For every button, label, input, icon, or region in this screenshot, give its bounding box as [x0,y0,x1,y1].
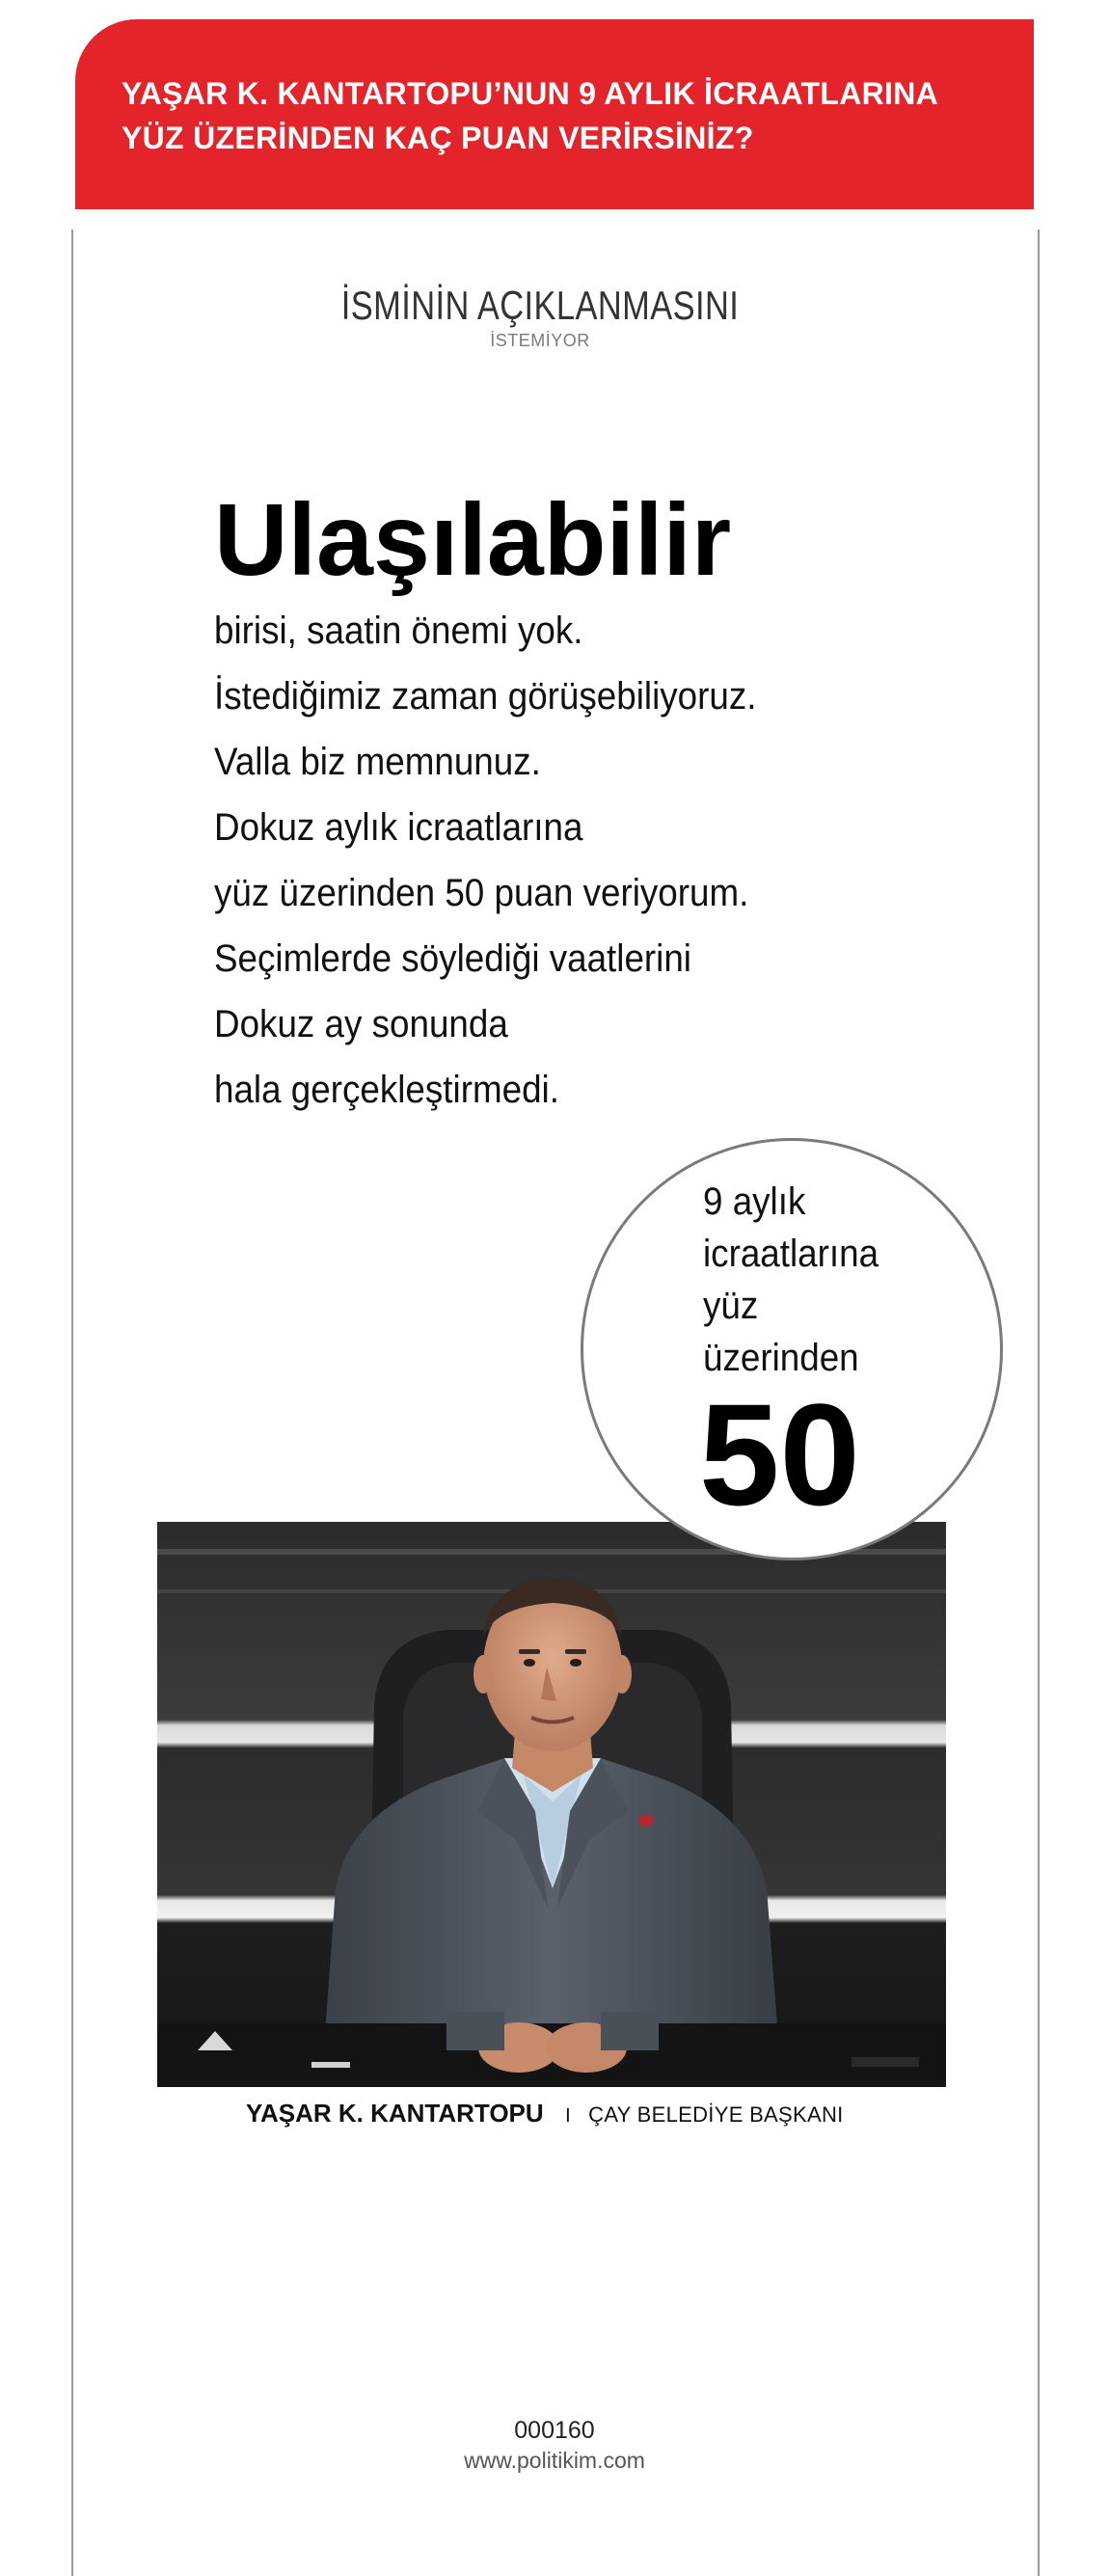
score-label-line: yüz [703,1285,759,1327]
quote-line: hala gerçekleştirmedi. [214,1069,559,1111]
quote-line: yüz üzerinden 50 puan veriyorum. [214,872,749,914]
score-label-line: üzerinden [703,1337,859,1379]
quote-line: Seçimlerde söylediği vaatlerini [214,937,691,980]
score-badge [581,1138,1003,1560]
quote-body [214,598,803,1123]
score-label-line: icraatlarına [703,1233,879,1275]
footer [362,2415,747,2475]
respondent-block [289,282,791,351]
quote-line: birisi, saatin önemi yok. [214,610,583,652]
header-banner [75,19,1034,209]
footer-code: 000160 [514,2417,595,2444]
caption-title: ÇAY BELEDİYE BAŞKANI [588,2102,844,2127]
photo-caption [246,2099,844,2129]
respondent-note: İSTEMİYOR [490,331,590,350]
portrait-illustration [157,1522,946,2087]
caption-name: YAŞAR K. KANTARTOPU [246,2099,544,2128]
score-label-line: 9 aylık [703,1180,806,1223]
score-label [703,1176,894,1384]
quote-headline: Ulaşılabilir [214,483,732,597]
quote-line: İstediğimiz zaman görüşebiliyoruz. [214,675,757,718]
header-line-2: YÜZ ÜZERİNDEN KAÇ PUAN VERİRSİNİZ? [122,121,754,155]
quote-line: Dokuz aylık icraatlarına [214,806,583,849]
portrait-photo [157,1522,946,2087]
header-line-1: YAŞAR K. KANTARTOPU’NUN 9 AYLIK İCRAATLARINA [122,76,939,111]
footer-url[interactable]: www.politikim.com [464,2448,645,2473]
quote-line: Dokuz ay sonunda [214,1003,508,1045]
respondent-name: İSMİNİN AÇIKLANMASINI [340,283,740,328]
score-value: 50 [699,1373,860,1535]
quote-line: Valla biz memnunuz. [214,741,541,783]
caption-separator: I [565,2105,571,2127]
